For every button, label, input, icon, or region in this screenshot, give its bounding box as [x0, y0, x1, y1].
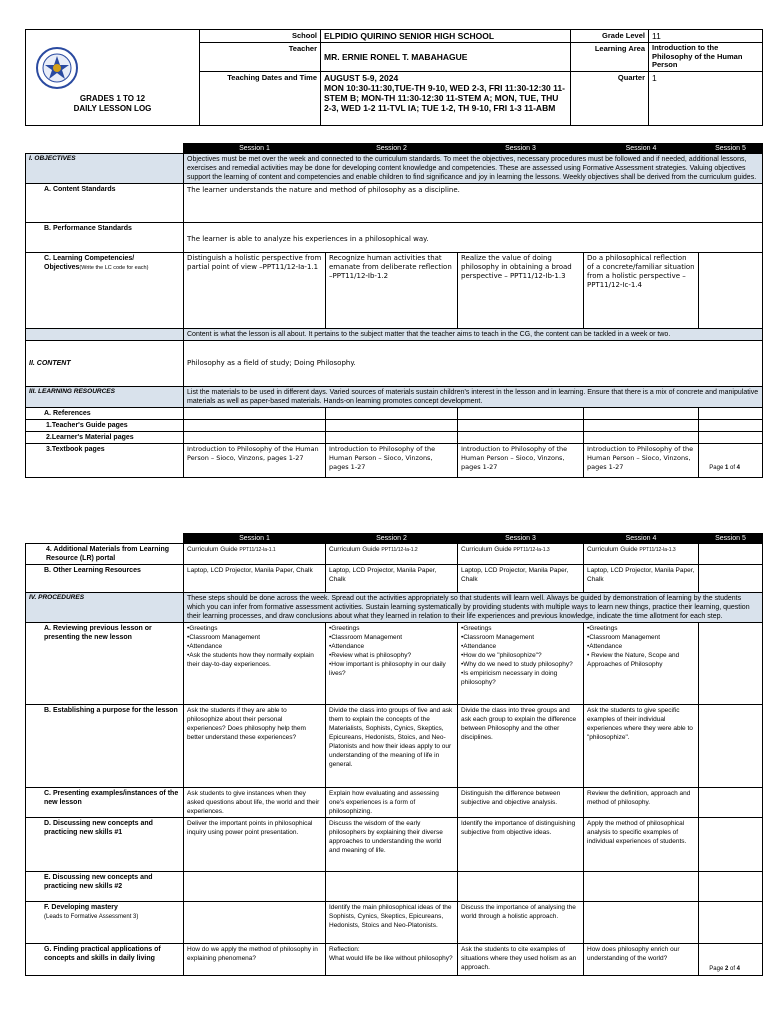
lc-session-2: Recognize human activities that emanate from deliberate reflection –PPT11/12-Ib-1.2	[326, 253, 458, 329]
p2-session-4-header: Session 4	[584, 534, 699, 544]
a-bullet-item: •Attendance	[461, 643, 497, 650]
content-value: Philosophy as a field of study; Doing Philosophy.	[184, 341, 763, 387]
lr-text: Curriculum Guide	[587, 546, 640, 553]
other-label: B. Other Learning Resources	[26, 565, 184, 593]
d-session-5	[699, 818, 763, 872]
a-bullet-item: •Greetings	[587, 625, 618, 632]
p2-session-5-header: Session 5	[699, 534, 763, 544]
d-session-2: Discuss the wisdom of the early philosophers by explaining their diverse approaches to understanding the world and meaning of life.	[326, 818, 458, 872]
d-session-4: Apply the method of philosophical analysis to specific examples of individual experiences of students.	[584, 818, 699, 872]
p2-session-2-header: Session 2	[326, 534, 458, 544]
resources-note: List the materials to be used in different days. Varied sources of materials sustain children's interest in the lesson and in learning. Ensure that there is a mix of concrete and manipulative materials as well as paper-based materials. Hands-on learning promotes concept development.	[184, 387, 763, 408]
lr-label: 4. Additional Materials from Learning Resource (LR) portal	[26, 544, 184, 565]
page-total: 4	[736, 465, 740, 471]
textbook-session-1: Introduction to Philosophy of the Human Person – Sioco, Vinzons, pages 1-27	[184, 444, 326, 478]
b-session-3: Divide the class into three groups and ask each group to explain the difference between Philosophy and the other disciplines.	[458, 705, 584, 788]
lr-code: PPT11/12-Ia-1.3	[639, 547, 676, 553]
lr-code: PPT11/12-Ia-1.2	[381, 547, 418, 553]
lr-text: Curriculum Guide	[329, 546, 382, 553]
lr-session-1	[187, 545, 322, 555]
b-session-2: Divide the class into groups of five and ask them to explain the concepts of the Materialists, Sophists, Cynics, Skeptics, Epicureans, Hedonists, Stoics, and Neo-Platonists and how their ideas apply to our understanding of the meaning of life in general.	[326, 705, 458, 788]
a-bullet-item: • Review the Nature, Scope and Approaches of Philosophy	[587, 652, 680, 668]
f-session-4	[584, 902, 699, 944]
f-session-3: Discuss the importance of analysing the world through a holistic approach.	[458, 902, 584, 944]
a-bullet-item: •Is empiricism necessary in doing philosophy?	[461, 670, 558, 686]
perf-std-value: The learner is able to analyze his experiences in a philosophical way.	[184, 223, 763, 253]
textbook-session-4: Introduction to Philosophy of the Human Person – Sioco, Vinzons, pages 1-27	[584, 444, 699, 478]
a-bullet-item: •Classroom Management	[329, 634, 403, 641]
c-session-5	[699, 788, 763, 818]
a-bullet-item: •Greetings	[461, 625, 492, 632]
b-session-4: Ask the students to give specific examples of their individual experiences where they were able to "philosophize".	[584, 705, 699, 788]
grade-value: 11	[649, 30, 763, 43]
a-bullet-item: •Review what is philosophy?	[329, 652, 412, 659]
page-total: 4	[736, 966, 740, 972]
g-session-4: How does philosophy enrich our understanding of the world?	[584, 944, 699, 976]
lc-sublabel: (Write the LC code for each)	[79, 265, 149, 271]
header-table	[25, 29, 763, 126]
e-label: E. Discussing new concepts and practicing new skills #2	[26, 872, 184, 902]
g-session-1: How do we apply the method of philosophy in explaining phenomena?	[184, 944, 326, 976]
content-std-label: A. Content Standards	[26, 184, 184, 223]
a-bullet-item: •How important is philosophy in our daily lives?	[329, 661, 446, 677]
f-session-2: Identify the main philosophical ideas of the Sophists, Cynics, Skeptics, Epicureans, Hedonists, Stoics and Neo-Platonists.	[326, 902, 458, 944]
f-session-1	[184, 902, 326, 944]
content-std-value: The learner understands the nature and method of philosophy as a discipline.	[184, 184, 763, 223]
objectives-label: I. OBJECTIVES	[26, 154, 184, 184]
lc-session-4: Do a philosophical reflection of a concrete/familiar situation from a holistic perspective – PPT11/12-Ic-1.4	[584, 253, 699, 329]
a-bullet-item: •Greetings	[329, 625, 360, 632]
page2-table	[25, 533, 763, 976]
references-label: A. References	[26, 408, 184, 420]
teacher-label: Teacher	[200, 43, 321, 72]
a-session-5	[699, 623, 763, 705]
session-5-header: Session 5	[699, 144, 763, 154]
area-label: Learning Area	[571, 43, 649, 72]
a-bullet-item: •Attendance	[187, 643, 223, 650]
school-value: ELPIDIO QUIRINO SENIOR HIGH SCHOOL	[321, 30, 571, 43]
a-bullet-item: •How do we "philosophize"?	[461, 652, 542, 659]
lc-label: C. Learning Competencies/ Objectives	[44, 255, 135, 271]
page-of: of	[728, 966, 737, 972]
lr-session-3	[461, 545, 580, 555]
lc-session-3: Realize the value of doing philosophy in obtaining a broad perspective – PPT11/12-Ib-1.3	[458, 253, 584, 329]
c-session-4: Review the definition, approach and method of philosophy.	[584, 788, 699, 818]
procedures-note: These steps should be done across the week. Spread out the activities appropriately so that students will learn well. Always be guided by demonstration of learning by the students which you can infer from formative assessment activities. Sustain learning systematically by providing students with multiple ways to learn new things, practice their learning, question their learning processes, and draw conclusions about what they learned in relation to their life experiences and previous knowledge, indicate the time allotment for each step.	[184, 593, 763, 623]
a-bullet-item: •Greetings	[187, 625, 218, 632]
a-bullet-item: •Ask the students how they normally explain their day-to-day experiences.	[187, 652, 314, 668]
f-sublabel: (Leads to Formative Assessment 3)	[44, 914, 139, 920]
teacher-value: MR. ERNIE RONEL T. MABAHAGUE	[321, 43, 571, 72]
session-2-header: Session 2	[326, 144, 458, 154]
p2-session-1-header: Session 1	[184, 534, 326, 544]
c-label: C. Presenting examples/instances of the new lesson	[26, 788, 184, 818]
lr-session-2	[329, 545, 454, 555]
content-label: II. CONTENT	[26, 341, 184, 387]
other-session-3: Laptop, LCD Projector, Manila Paper, Chalk	[458, 565, 584, 593]
other-session-5	[699, 565, 763, 593]
lr-text: Curriculum Guide	[187, 546, 240, 553]
f-label: F. Developing mastery	[44, 904, 118, 911]
page-number-1	[709, 465, 740, 471]
f-session-5	[699, 902, 763, 944]
session-4-header: Session 4	[584, 144, 699, 154]
grade-label: Grade Level	[571, 30, 649, 43]
page-of: of	[728, 465, 737, 471]
page-prefix: Page	[709, 465, 725, 471]
lr-code: PPT11/12-Ia-1.3	[513, 547, 550, 553]
a-bullet-item: •Classroom Management	[587, 634, 661, 641]
other-session-4: Laptop, LCD Projector, Manila Paper, Chalk	[584, 565, 699, 593]
title-line1: GRADES 1 TO 12	[79, 94, 146, 104]
textbook-session-3: Introduction to Philosophy of the Human Person – Sioco, Vinzons, pages 1-27	[458, 444, 584, 478]
a-session-3	[458, 623, 584, 705]
a-bullet-item: •Attendance	[587, 643, 623, 650]
a-bullet-item: •Why do we need to study philosophy?	[461, 661, 573, 668]
lr-text: Curriculum Guide	[461, 546, 514, 553]
d-session-1: Deliver the important points in philosophical inquiry using power point presentation.	[184, 818, 326, 872]
d-label: D. Discussing new concepts and practicing new skills #1	[26, 818, 184, 872]
lc-session-1: Distinguish a holistic perspective from partial point of view –PPT11/12-Ia-1.1	[184, 253, 326, 329]
procedures-label: IV. PROCEDURES	[26, 593, 184, 623]
quarter-label: Quarter	[571, 71, 649, 125]
session-1-header: Session 1	[184, 144, 326, 154]
g-session-3: Ask the students to cite examples of situations where they used holism as an approach.	[458, 944, 584, 976]
other-session-2: Laptop, LCD Projector, Manila Paper, Chalk	[326, 565, 458, 593]
g-label: G. Finding practical applications of concepts and skills in daily living	[26, 944, 184, 976]
session-3-header: Session 3	[458, 144, 584, 154]
c-session-3: Distinguish the difference between subjective and objective analysis.	[458, 788, 584, 818]
a-bullet-item: •Classroom Management	[187, 634, 261, 641]
b-session-1: Ask the students if they are able to philosophize about their personal experiences? Does philosophy help them better understand these experiences?	[184, 705, 326, 788]
lr-code: PPT11/12-Ia-1.1	[239, 547, 276, 553]
perf-std-label: B. Performance Standards	[26, 223, 184, 253]
dates-label: Teaching Dates and Time	[200, 71, 321, 125]
a-session-1	[184, 623, 326, 705]
header-logo-cell	[26, 30, 200, 126]
b-label: B. Establishing a purpose for the lesson	[26, 705, 184, 788]
d-session-3: Identify the importance of distinguishing subjective from objective ideas.	[458, 818, 584, 872]
textbook-session-5	[699, 444, 763, 478]
lr-session-4	[587, 545, 695, 555]
lm-label: 2.Learner's Material pages	[26, 432, 184, 444]
content-note: Content is what the lesson is all about. It pertains to the subject matter that the teacher aims to teach in the CG, the content can be tackled in a week or two.	[184, 329, 763, 341]
lc-session-5	[699, 253, 763, 329]
b-session-5	[699, 705, 763, 788]
page-prefix: Page	[709, 966, 725, 972]
a-bullet-item: •Classroom Management	[461, 634, 535, 641]
a-bullet-item: •Attendance	[329, 643, 365, 650]
g-session-2: Reflection: What would life be like without philosophy?	[326, 944, 458, 976]
deped-seal-icon	[35, 46, 79, 90]
page-number-2	[709, 966, 740, 972]
objectives-note: Objectives must be met over the week and connected to the curriculum standards. To meet the objectives, necessary procedures must be followed and if needed, additional lessons, exercises and remedial activities may be done for developing content knowledge and competencies. These are assessed using Formative Assessment strategies. Valuing objectives support the learning of content and competencies and enable children to find significance and joy in learning the lessons. Weekly objectives shall be derived from the curriculum guides.	[184, 154, 763, 184]
a-session-2	[326, 623, 458, 705]
other-session-1: Laptop, LCD Projector, Manila Paper, Chalk	[184, 565, 326, 593]
a-label: A. Reviewing previous lesson or presenting the new lesson	[26, 623, 184, 705]
tg-label: 1.Teacher's Guide pages	[26, 420, 184, 432]
school-label: School	[200, 30, 321, 43]
p2-session-3-header: Session 3	[458, 534, 584, 544]
page-current: 2	[724, 966, 729, 972]
resources-label: III. LEARNING RESOURCES	[26, 387, 184, 408]
page1-table	[25, 143, 763, 478]
quarter-value: 1	[649, 71, 763, 125]
textbook-session-2: Introduction to Philosophy of the Human Person – Sioco, Vinzons, pages 1-27	[326, 444, 458, 478]
a-session-4	[584, 623, 699, 705]
c-session-1: Ask students to give instances when they asked questions about life, the world and their experiences.	[184, 788, 326, 818]
c-session-2: Explain how evaluating and assessing one's experiences is a form of philosophizing.	[326, 788, 458, 818]
title-line2: DAILY LESSON LOG	[73, 104, 152, 114]
area-value: Introduction to the Philosophy of the Human Person	[649, 43, 763, 72]
dates-value: AUGUST 5-9, 2024 MON 10:30-11:30,TUE-TH 9-10, WED 2-3, FRI 11:30-12:30 11-STEM B; MON-TH 11:30-12:30 11-STEM A; MON, TUE, THU 2-3, WED 1-2 11-TVL IA; TUE 1-2, TH 9-10, FRI 1-3 11-ABM	[321, 71, 571, 125]
tb-label: 3.Textbook pages	[26, 444, 184, 478]
page-current: 1	[724, 465, 729, 471]
